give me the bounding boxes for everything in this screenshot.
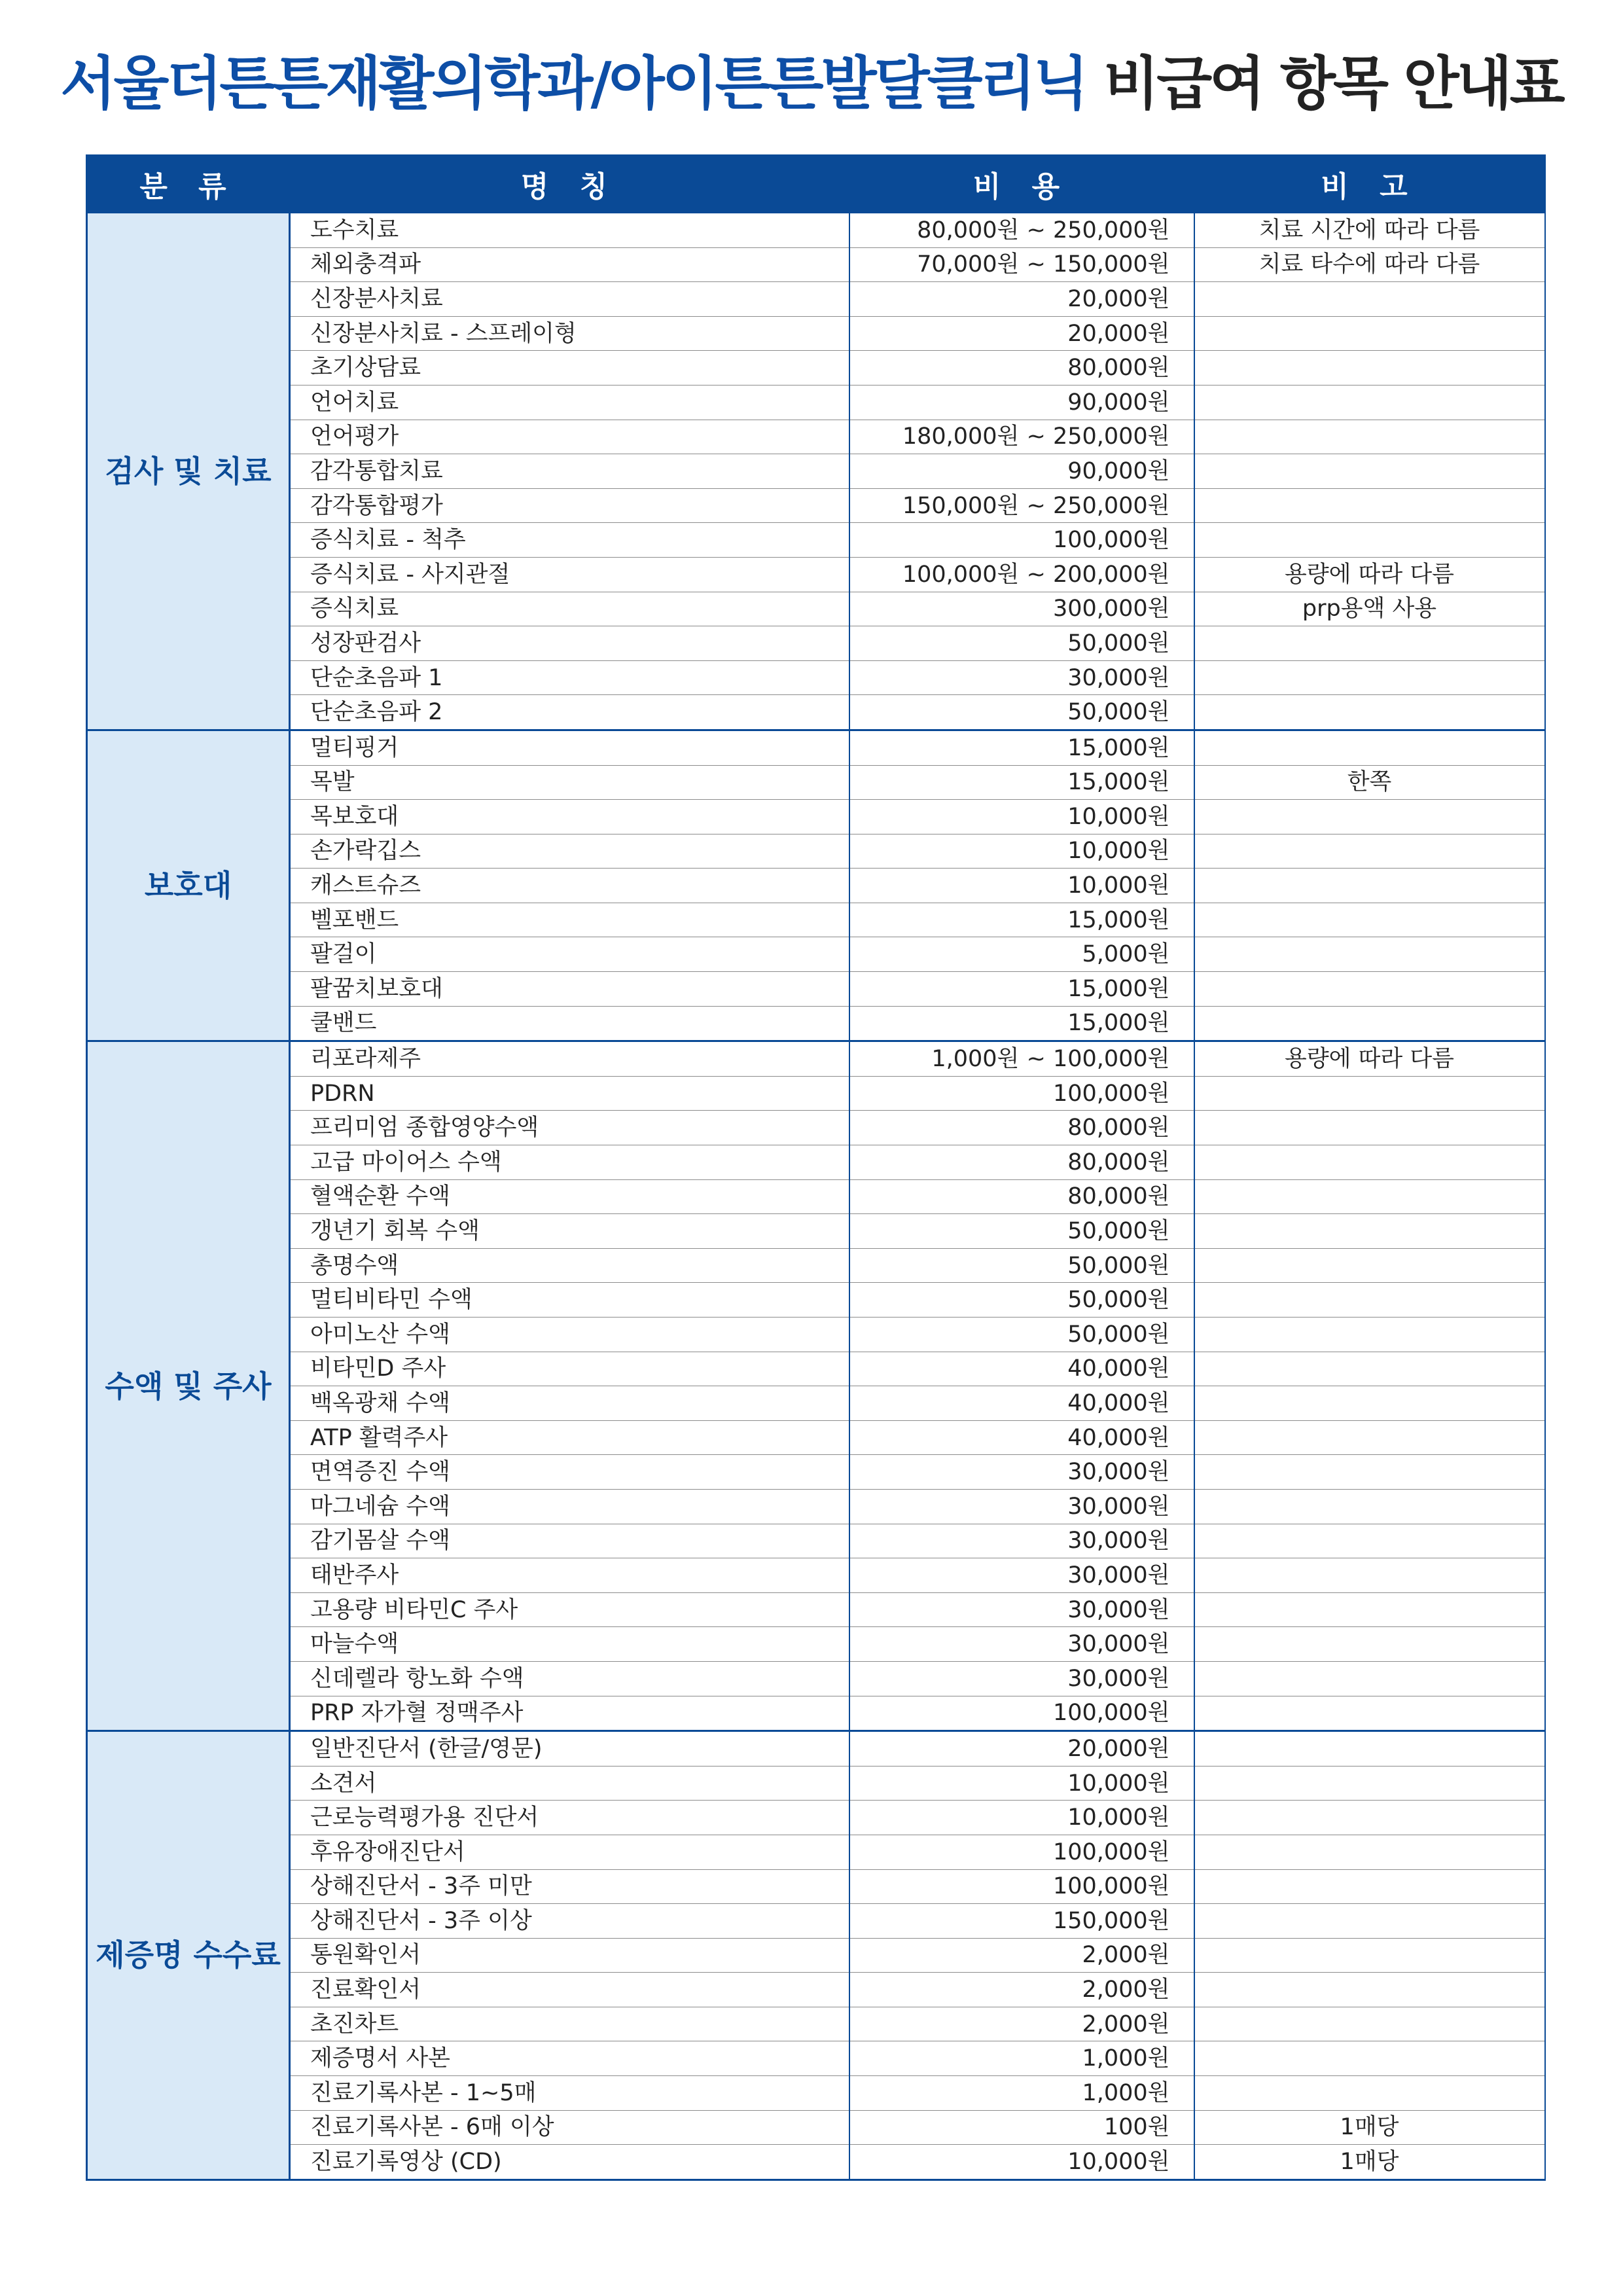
item-name: 증식치료 xyxy=(290,592,849,626)
table-row xyxy=(87,557,1545,592)
table-row xyxy=(87,2041,1545,2076)
item-name: 감각통합평가 xyxy=(290,488,849,523)
header-note: 비 고 xyxy=(1194,156,1545,213)
table-row xyxy=(87,660,1545,695)
item-price: 2,000원 xyxy=(849,1973,1194,2007)
table-row xyxy=(87,626,1545,661)
item-price: 30,000원 xyxy=(849,1627,1194,1662)
item-note xyxy=(1194,1592,1545,1627)
item-note xyxy=(1194,626,1545,661)
item-price: 80,000원 xyxy=(849,1179,1194,1214)
table-row xyxy=(87,1214,1545,1249)
item-name: ATP 활력주사 xyxy=(290,1420,849,1455)
item-note xyxy=(1194,937,1545,972)
item-name: 증식치료 - 척추 xyxy=(290,523,849,558)
item-name: 언어평가 xyxy=(290,420,849,454)
table-row xyxy=(87,730,1545,765)
table-row xyxy=(87,523,1545,558)
title-suffix: 비급여 항목 안내표 xyxy=(1086,50,1563,117)
item-name: 멀티핑거 xyxy=(290,730,849,765)
item-name: 신장분사치료 - 스프레이형 xyxy=(290,316,849,351)
item-name: 면역증진 수액 xyxy=(290,1455,849,1490)
table-row xyxy=(87,1801,1545,1835)
item-price: 1,000원 ~ 100,000원 xyxy=(849,1041,1194,1077)
table-row xyxy=(87,1283,1545,1318)
table-row xyxy=(87,2110,1545,2145)
category-braces: 보호대 xyxy=(87,730,290,1041)
item-note xyxy=(1194,385,1545,420)
item-name: 캐스트슈즈 xyxy=(290,869,849,903)
item-name: 증식치료 - 사지관절 xyxy=(290,557,849,592)
item-name: 프리미엄 종합영양수액 xyxy=(290,1111,849,1145)
item-note xyxy=(1194,972,1545,1007)
item-note xyxy=(1194,1661,1545,1696)
table-row xyxy=(87,1696,1545,1731)
item-note xyxy=(1194,1352,1545,1386)
table-row xyxy=(87,385,1545,420)
header-category: 분 류 xyxy=(87,156,290,213)
item-price: 15,000원 xyxy=(849,730,1194,765)
table-row xyxy=(87,1766,1545,1801)
table-row xyxy=(87,695,1545,730)
table-row xyxy=(87,1835,1545,1869)
item-note xyxy=(1194,1973,1545,2007)
item-name: 진료기록사본 - 1~5매 xyxy=(290,2076,849,2111)
item-price: 30,000원 xyxy=(849,1592,1194,1627)
item-price: 30,000원 xyxy=(849,1455,1194,1490)
item-name: 마그네슘 수액 xyxy=(290,1489,849,1524)
item-note xyxy=(1194,1179,1545,1214)
item-name: 백옥광채 수액 xyxy=(290,1386,849,1421)
table-row xyxy=(87,282,1545,317)
item-name: 목보호대 xyxy=(290,800,849,834)
item-name: 총명수액 xyxy=(290,1248,849,1283)
item-name: 고용량 비타민C 주사 xyxy=(290,1592,849,1627)
table-row xyxy=(87,800,1545,834)
item-name: 진료확인서 xyxy=(290,1973,849,2007)
item-note xyxy=(1194,454,1545,489)
item-note: 치료 시간에 따라 다름 xyxy=(1194,213,1545,248)
item-price: 100,000원 xyxy=(849,1835,1194,1869)
item-note: 한쪽 xyxy=(1194,765,1545,800)
item-price: 50,000원 xyxy=(849,1318,1194,1352)
item-note xyxy=(1194,1558,1545,1593)
item-price: 70,000원 ~ 150,000원 xyxy=(849,247,1194,282)
item-price: 180,000원 ~ 250,000원 xyxy=(849,420,1194,454)
item-price: 30,000원 xyxy=(849,1558,1194,1593)
table-row xyxy=(87,1869,1545,1904)
item-note xyxy=(1194,351,1545,386)
item-name: 팔걸이 xyxy=(290,937,849,972)
table-row xyxy=(87,592,1545,626)
item-note xyxy=(1194,1489,1545,1524)
item-note: 용량에 따라 다름 xyxy=(1194,1041,1545,1077)
item-name: 멀티비타민 수액 xyxy=(290,1283,849,1318)
table-row xyxy=(87,1455,1545,1490)
table-row xyxy=(87,1592,1545,1627)
item-price: 15,000원 xyxy=(849,972,1194,1007)
item-name: 팔꿈치보호대 xyxy=(290,972,849,1007)
fee-table xyxy=(86,154,1546,2181)
item-note xyxy=(1194,1318,1545,1352)
item-name: 제증명서 사본 xyxy=(290,2041,849,2076)
item-name: 신장분사치료 xyxy=(290,282,849,317)
item-note: 1매당 xyxy=(1194,2110,1545,2145)
item-name: 리포라제주 xyxy=(290,1041,849,1077)
item-name: 단순초음파 2 xyxy=(290,695,849,730)
table-row xyxy=(87,454,1545,489)
item-price: 1,000원 xyxy=(849,2076,1194,2111)
item-name: 태반주사 xyxy=(290,1558,849,1593)
item-note xyxy=(1194,1835,1545,1869)
item-price: 30,000원 xyxy=(849,1489,1194,1524)
header-name: 명 칭 xyxy=(290,156,849,213)
item-note xyxy=(1194,869,1545,903)
table-row xyxy=(87,903,1545,937)
item-note xyxy=(1194,1455,1545,1490)
table-row xyxy=(87,1076,1545,1111)
table-row xyxy=(87,1904,1545,1939)
table-row xyxy=(87,1006,1545,1041)
item-note xyxy=(1194,903,1545,937)
table-row xyxy=(87,351,1545,386)
item-note xyxy=(1194,488,1545,523)
item-price: 50,000원 xyxy=(849,1248,1194,1283)
item-price: 150,000원 ~ 250,000원 xyxy=(849,488,1194,523)
item-name: 비타민D 주사 xyxy=(290,1352,849,1386)
item-note xyxy=(1194,1006,1545,1041)
item-name: 초진차트 xyxy=(290,2007,849,2041)
item-note xyxy=(1194,1214,1545,1249)
item-price: 100,000원 xyxy=(849,1076,1194,1111)
item-name: 상해진단서 - 3주 이상 xyxy=(290,1904,849,1939)
page-title xyxy=(0,45,1623,123)
item-price: 100,000원 ~ 200,000원 xyxy=(849,557,1194,592)
table-row xyxy=(87,1524,1545,1558)
item-note: 1매당 xyxy=(1194,2145,1545,2180)
item-price: 80,000원 ~ 250,000원 xyxy=(849,213,1194,248)
table-row xyxy=(87,1318,1545,1352)
item-price: 15,000원 xyxy=(849,765,1194,800)
item-price: 10,000원 xyxy=(849,2145,1194,2180)
table-row xyxy=(87,1179,1545,1214)
category-iv-injection: 수액 및 주사 xyxy=(87,1041,290,1731)
item-note xyxy=(1194,1524,1545,1558)
item-name: 감각통합치료 xyxy=(290,454,849,489)
item-note xyxy=(1194,282,1545,317)
item-price: 15,000원 xyxy=(849,903,1194,937)
item-price: 80,000원 xyxy=(849,1111,1194,1145)
item-note xyxy=(1194,2007,1545,2041)
item-name: 근로능력평가용 진단서 xyxy=(290,1801,849,1835)
item-note xyxy=(1194,2041,1545,2076)
table-row xyxy=(87,2076,1545,2111)
item-note xyxy=(1194,1283,1545,1318)
item-note xyxy=(1194,316,1545,351)
table-row xyxy=(87,420,1545,454)
item-price: 40,000원 xyxy=(849,1420,1194,1455)
header-price: 비 용 xyxy=(849,156,1194,213)
item-name: 목발 xyxy=(290,765,849,800)
item-note xyxy=(1194,1766,1545,1801)
item-note xyxy=(1194,730,1545,765)
item-name: 도수치료 xyxy=(290,213,849,248)
item-price: 20,000원 xyxy=(849,282,1194,317)
item-price: 50,000원 xyxy=(849,695,1194,730)
item-note xyxy=(1194,420,1545,454)
item-price: 30,000원 xyxy=(849,1661,1194,1696)
table-row xyxy=(87,2145,1545,2180)
item-note xyxy=(1194,834,1545,869)
item-price: 30,000원 xyxy=(849,1524,1194,1558)
item-note xyxy=(1194,1696,1545,1731)
item-note xyxy=(1194,1627,1545,1662)
item-name: 쿨밴드 xyxy=(290,1006,849,1041)
item-price: 10,000원 xyxy=(849,1766,1194,1801)
item-name: 진료기록영상 (CD) xyxy=(290,2145,849,2180)
item-price: 15,000원 xyxy=(849,1006,1194,1041)
table-row xyxy=(87,1731,1545,1767)
item-note xyxy=(1194,523,1545,558)
fee-table-body xyxy=(87,213,1545,2180)
item-price: 10,000원 xyxy=(849,834,1194,869)
item-price: 150,000원 xyxy=(849,1904,1194,1939)
item-price: 50,000원 xyxy=(849,1283,1194,1318)
table-row xyxy=(87,1558,1545,1593)
table-row xyxy=(87,1420,1545,1455)
table-row xyxy=(87,834,1545,869)
item-name: 통원확인서 xyxy=(290,1938,849,1973)
item-name: 소견서 xyxy=(290,1766,849,1801)
table-row xyxy=(87,1041,1545,1077)
table-row xyxy=(87,1111,1545,1145)
item-name: PRP 자가혈 정맥주사 xyxy=(290,1696,849,1731)
item-note xyxy=(1194,1801,1545,1835)
item-price: 300,000원 xyxy=(849,592,1194,626)
table-row xyxy=(87,1627,1545,1662)
table-row xyxy=(87,1489,1545,1524)
item-price: 5,000원 xyxy=(849,937,1194,972)
item-note xyxy=(1194,1938,1545,1973)
item-name: 초기상담료 xyxy=(290,351,849,386)
table-row xyxy=(87,488,1545,523)
item-note xyxy=(1194,1386,1545,1421)
table-row xyxy=(87,1352,1545,1386)
item-price: 50,000원 xyxy=(849,1214,1194,1249)
table-row xyxy=(87,1386,1545,1421)
header-row xyxy=(87,156,1545,213)
item-note xyxy=(1194,1111,1545,1145)
item-price: 20,000원 xyxy=(849,316,1194,351)
item-note xyxy=(1194,1145,1545,1180)
table-row xyxy=(87,1938,1545,1973)
item-price: 10,000원 xyxy=(849,800,1194,834)
item-name: 신데렐라 항노화 수액 xyxy=(290,1661,849,1696)
table-row xyxy=(87,972,1545,1007)
item-note: 용량에 따라 다름 xyxy=(1194,557,1545,592)
item-price: 2,000원 xyxy=(849,1938,1194,1973)
table-row xyxy=(87,316,1545,351)
item-price: 2,000원 xyxy=(849,2007,1194,2041)
item-price: 10,000원 xyxy=(849,869,1194,903)
item-name: 언어치료 xyxy=(290,385,849,420)
table-row xyxy=(87,2007,1545,2041)
item-name: 갱년기 회복 수액 xyxy=(290,1214,849,1249)
item-name: 마늘수액 xyxy=(290,1627,849,1662)
item-note xyxy=(1194,1731,1545,1767)
item-price: 40,000원 xyxy=(849,1352,1194,1386)
item-name: 고급 마이어스 수액 xyxy=(290,1145,849,1180)
item-price: 40,000원 xyxy=(849,1386,1194,1421)
category-certificate-fee: 제증명 수수료 xyxy=(87,1731,290,2180)
item-name: 성장판검사 xyxy=(290,626,849,661)
item-note xyxy=(1194,1248,1545,1283)
item-price: 20,000원 xyxy=(849,1731,1194,1767)
item-note: prp용액 사용 xyxy=(1194,592,1545,626)
item-price: 10,000원 xyxy=(849,1801,1194,1835)
item-note xyxy=(1194,800,1545,834)
table-row xyxy=(87,1248,1545,1283)
item-name: 일반진단서 (한글/영문) xyxy=(290,1731,849,1767)
table-row xyxy=(87,213,1545,248)
item-name: 체외충격파 xyxy=(290,247,849,282)
item-price: 90,000원 xyxy=(849,454,1194,489)
item-price: 50,000원 xyxy=(849,626,1194,661)
item-price: 90,000원 xyxy=(849,385,1194,420)
item-price: 30,000원 xyxy=(849,660,1194,695)
item-name: PDRN xyxy=(290,1076,849,1111)
item-note xyxy=(1194,660,1545,695)
item-price: 100,000원 xyxy=(849,523,1194,558)
item-note xyxy=(1194,1420,1545,1455)
item-note xyxy=(1194,1904,1545,1939)
item-price: 100원 xyxy=(849,2110,1194,2145)
category-exam-treatment: 검사 및 치료 xyxy=(87,213,290,730)
table-row xyxy=(87,247,1545,282)
item-note xyxy=(1194,1076,1545,1111)
table-row xyxy=(87,1661,1545,1696)
table-row xyxy=(87,1973,1545,2007)
item-name: 진료기록사본 - 6매 이상 xyxy=(290,2110,849,2145)
item-name: 후유장애진단서 xyxy=(290,1835,849,1869)
table-row xyxy=(87,765,1545,800)
item-note xyxy=(1194,695,1545,730)
table-row xyxy=(87,1145,1545,1180)
item-name: 감기몸살 수액 xyxy=(290,1524,849,1558)
item-price: 100,000원 xyxy=(849,1869,1194,1904)
item-name: 손가락깁스 xyxy=(290,834,849,869)
item-price: 100,000원 xyxy=(849,1696,1194,1731)
item-price: 80,000원 xyxy=(849,351,1194,386)
item-price: 1,000원 xyxy=(849,2041,1194,2076)
table-row xyxy=(87,937,1545,972)
item-name: 혈액순환 수액 xyxy=(290,1179,849,1214)
item-note xyxy=(1194,1869,1545,1904)
title-clinic-name: 서울더튼튼재활의학과/아이튼튼발달클리닉 xyxy=(60,50,1086,117)
item-price: 80,000원 xyxy=(849,1145,1194,1180)
item-name: 벨포밴드 xyxy=(290,903,849,937)
item-note xyxy=(1194,2076,1545,2111)
item-name: 단순초음파 1 xyxy=(290,660,849,695)
item-name: 아미노산 수액 xyxy=(290,1318,849,1352)
item-note: 치료 타수에 따라 다름 xyxy=(1194,247,1545,282)
item-name: 상해진단서 - 3주 미만 xyxy=(290,1869,849,1904)
table-row xyxy=(87,869,1545,903)
